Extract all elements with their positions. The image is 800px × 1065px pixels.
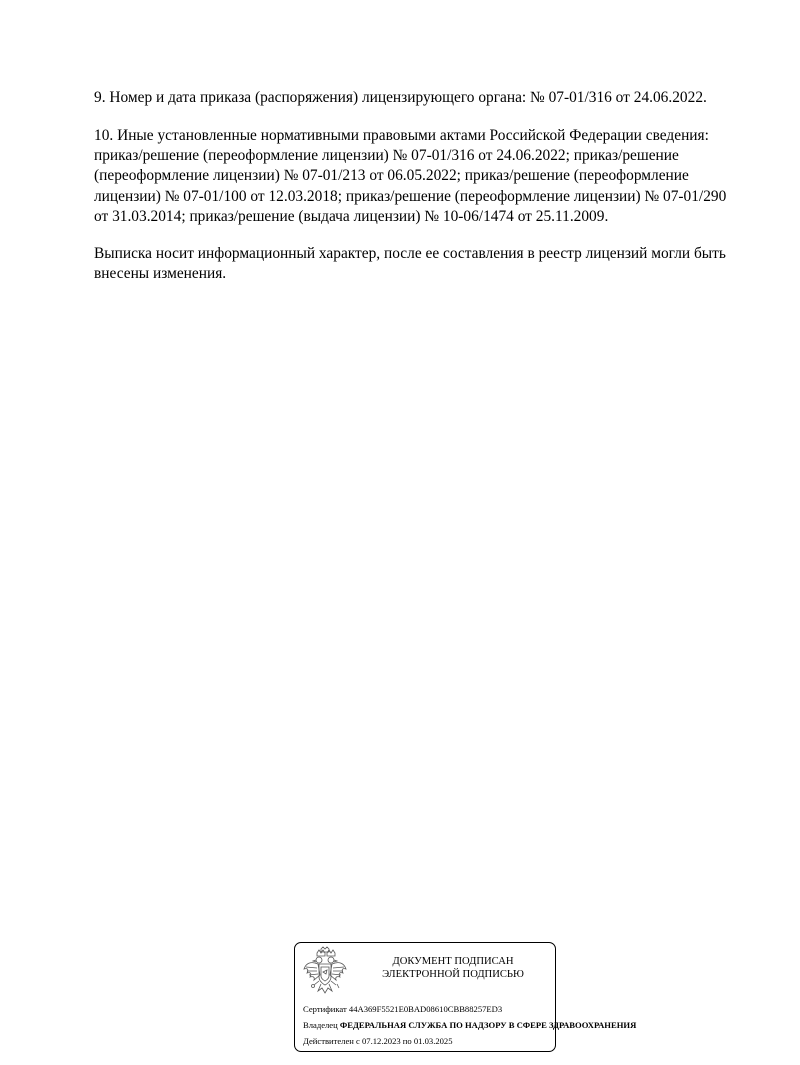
electronic-signature-stamp	[294, 942, 637, 1052]
text-line: приказ/решение (переоформление лицензии) № 07-01/316 от 24.06.2022; приказ/решение	[94, 147, 679, 165]
text-line: внесены изменения.	[94, 265, 227, 283]
stamp-title-line: ДОКУМЕНТ ПОДПИСАН	[392, 956, 514, 967]
informational-note	[94, 244, 754, 284]
validity-line: Действителен с 07.12.2023 по 01.03.2025	[303, 1036, 453, 1046]
stamp-title	[353, 955, 553, 981]
stamp-title-line: ЭЛЕКТРОННОЙ ПОДПИСЬЮ	[382, 969, 524, 980]
certificate-value: 44A369F5521E0BAD08610CBB88257ED3	[348, 1004, 503, 1014]
owner-line	[303, 1017, 636, 1033]
owner-value: ФЕДЕРАЛЬНАЯ СЛУЖБА ПО НАДЗОРУ В СФЕРЕ ЗДРАВООХРАНЕНИЯ	[339, 1020, 637, 1030]
text-line: 9. Номер и дата приказа (распоряжения) лицензирующего органа: № 07-01/316 от 24.06.2022.	[94, 89, 707, 106]
owner-label: Владелец	[303, 1020, 338, 1030]
stamp-details	[303, 1001, 636, 1049]
text-line: (переоформление лицензии) № 07-01/213 от 06.05.2022; приказ/решение (переоформление	[94, 167, 689, 185]
item-10-other-info	[94, 126, 754, 227]
text-line: 10. Иные установленные нормативными правовыми актами Российской Федерации сведения:	[94, 127, 709, 144]
item-9-order-number	[94, 88, 754, 108]
text-line: от 31.03.2014; приказ/решение (выдача лицензии) № 10-06/1474 от 25.11.2009.	[94, 207, 609, 225]
text-line: Выписка носит информационный характер, после ее составления в реестр лицензий могли быть	[94, 245, 726, 262]
certificate-line	[303, 1001, 636, 1017]
certificate-label: Сертификат	[303, 1004, 347, 1014]
text-line: лицензии) № 07-01/100 от 12.03.2018; приказ/решение (переоформление лицензии) № 07-01/290	[94, 187, 727, 205]
russian-coat-of-arms-icon	[303, 947, 347, 995]
